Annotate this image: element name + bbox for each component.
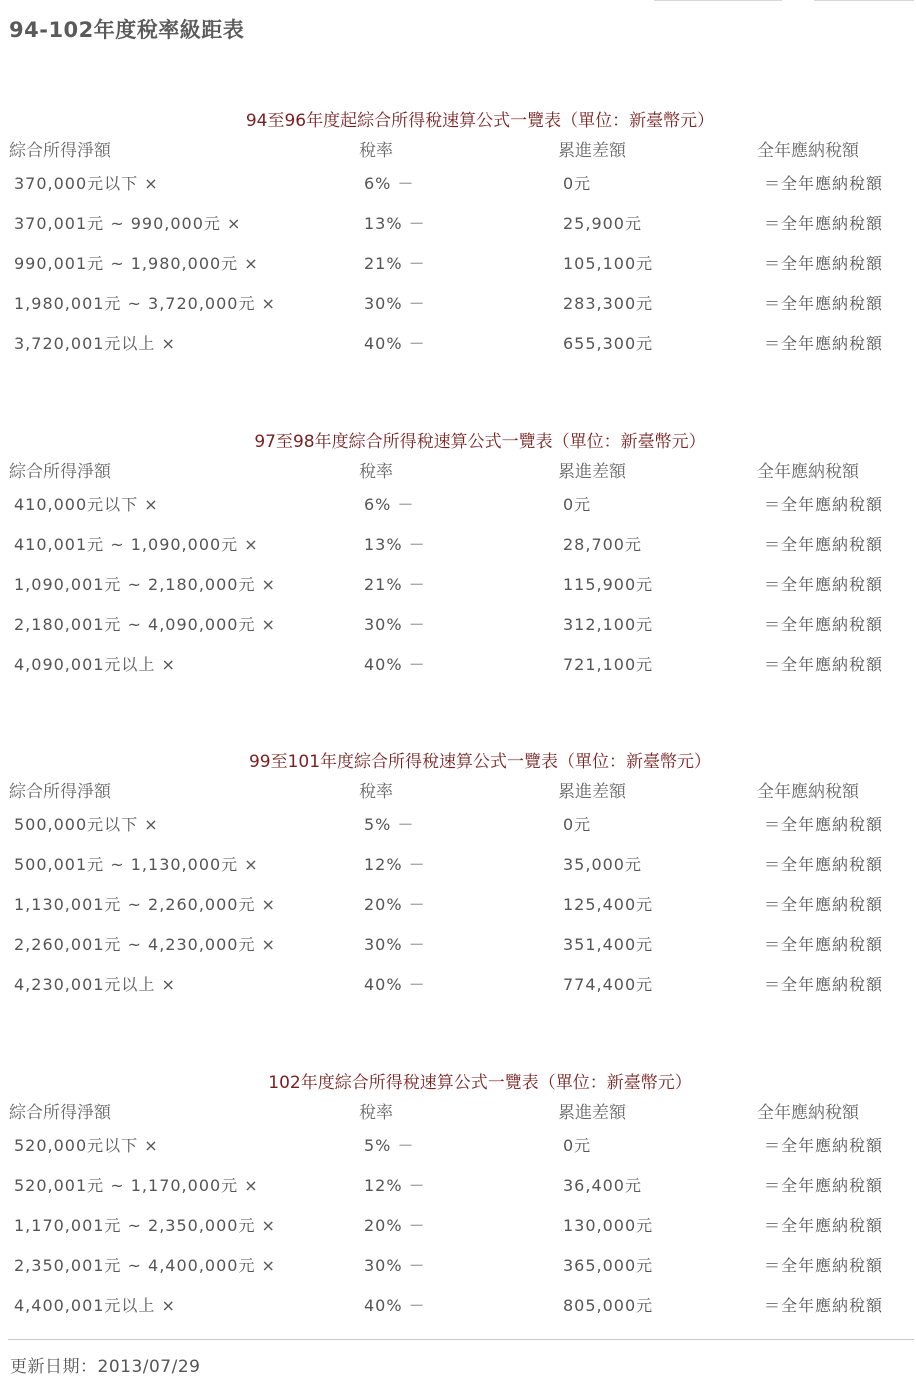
net-income-cell: 410,000元以下 × bbox=[14, 495, 159, 514]
net-income-cell: 4,090,001元以上 × bbox=[14, 655, 176, 674]
net-income-cell: 500,000元以下 × bbox=[14, 815, 159, 834]
net-income-cell: 2,260,001元 ~ 4,230,000元 × bbox=[14, 935, 276, 954]
progressive-difference-cell: 0元 bbox=[563, 174, 592, 193]
tax-rate-cell: 30% － bbox=[364, 615, 426, 634]
annual-tax-cell: ＝全年應納稅額 bbox=[764, 535, 884, 554]
column-header-net-income: 綜合所得淨額 bbox=[9, 782, 111, 802]
annual-tax-cell: ＝全年應納稅額 bbox=[764, 1216, 884, 1235]
annual-tax-cell: ＝全年應納稅額 bbox=[764, 1256, 884, 1275]
net-income-cell: 1,090,001元 ~ 2,180,000元 × bbox=[14, 575, 276, 594]
tax-rate-cell: 5% － bbox=[364, 1136, 415, 1155]
net-income-cell: 410,001元 ~ 1,090,000元 × bbox=[14, 535, 259, 554]
annual-tax-cell: ＝全年應納稅額 bbox=[764, 254, 884, 273]
progressive-difference-cell: 655,300元 bbox=[563, 334, 654, 353]
column-header-tax-rate: 稅率 bbox=[359, 782, 393, 802]
tax-rate-cell: 12% － bbox=[364, 1176, 426, 1195]
annual-tax-cell: ＝全年應納稅額 bbox=[764, 294, 884, 313]
tax-rate-cell: 40% － bbox=[364, 975, 426, 994]
progressive-difference-cell: 774,400元 bbox=[563, 975, 654, 994]
column-header-progressive-difference: 累進差額 bbox=[558, 782, 626, 802]
tax-rate-cell: 21% － bbox=[364, 575, 426, 594]
tax-rate-cell: 20% － bbox=[364, 895, 426, 914]
tax-rate-cell: 20% － bbox=[364, 1216, 426, 1235]
net-income-cell: 2,180,001元 ~ 4,090,000元 × bbox=[14, 615, 276, 634]
tax-rate-cell: 6% － bbox=[364, 495, 415, 514]
net-income-cell: 4,230,001元以上 × bbox=[14, 975, 176, 994]
column-header-progressive-difference: 累進差額 bbox=[558, 462, 626, 482]
progressive-difference-cell: 805,000元 bbox=[563, 1296, 654, 1315]
annual-tax-cell: ＝全年應納稅額 bbox=[764, 174, 884, 193]
column-header-annual-tax: 全年應納稅額 bbox=[757, 1103, 859, 1123]
top-tab-strip bbox=[0, 0, 916, 2]
tax-rate-cell: 12% － bbox=[364, 855, 426, 874]
tax-rate-cell: 40% － bbox=[364, 655, 426, 674]
column-header-annual-tax: 全年應納稅額 bbox=[757, 141, 859, 161]
column-header-annual-tax: 全年應納稅額 bbox=[757, 462, 859, 482]
update-date-label: 更新日期： bbox=[10, 1357, 98, 1377]
annual-tax-cell: ＝全年應納稅額 bbox=[764, 815, 884, 834]
table-caption: 102年度綜合所得稅速算公式一覽表（單位：新臺幣元） bbox=[268, 1073, 692, 1093]
net-income-cell: 990,001元 ~ 1,980,000元 × bbox=[14, 254, 259, 273]
top-tab-edge[interactable] bbox=[814, 0, 914, 1]
table-caption: 94至96年度起綜合所得稅速算公式一覽表（單位：新臺幣元） bbox=[245, 111, 715, 131]
net-income-cell: 3,720,001元以上 × bbox=[14, 334, 176, 353]
annual-tax-cell: ＝全年應納稅額 bbox=[764, 575, 884, 594]
tax-rate-cell: 6% － bbox=[364, 174, 415, 193]
tax-rate-cell: 30% － bbox=[364, 935, 426, 954]
tax-rate-cell: 13% － bbox=[364, 535, 426, 554]
net-income-cell: 2,350,001元 ~ 4,400,000元 × bbox=[14, 1256, 276, 1275]
annual-tax-cell: ＝全年應納稅額 bbox=[764, 935, 884, 954]
annual-tax-cell: ＝全年應納稅額 bbox=[764, 1176, 884, 1195]
tax-rate-cell: 40% － bbox=[364, 1296, 426, 1315]
update-date-line bbox=[10, 1352, 200, 1377]
column-header-tax-rate: 稅率 bbox=[359, 462, 393, 482]
net-income-cell: 370,000元以下 × bbox=[14, 174, 159, 193]
progressive-difference-cell: 283,300元 bbox=[563, 294, 654, 313]
column-header-tax-rate: 稅率 bbox=[359, 141, 393, 161]
progressive-difference-cell: 130,000元 bbox=[563, 1216, 654, 1235]
net-income-cell: 500,001元 ~ 1,130,000元 × bbox=[14, 855, 259, 874]
net-income-cell: 520,001元 ~ 1,170,000元 × bbox=[14, 1176, 259, 1195]
column-header-net-income: 綜合所得淨額 bbox=[9, 141, 111, 161]
progressive-difference-cell: 0元 bbox=[563, 815, 592, 834]
progressive-difference-cell: 28,700元 bbox=[563, 535, 642, 554]
progressive-difference-cell: 365,000元 bbox=[563, 1256, 654, 1275]
tax-rate-cell: 30% － bbox=[364, 1256, 426, 1275]
progressive-difference-cell: 35,000元 bbox=[563, 855, 642, 874]
column-header-progressive-difference: 累進差額 bbox=[558, 141, 626, 161]
annual-tax-cell: ＝全年應納稅額 bbox=[764, 975, 884, 994]
annual-tax-cell: ＝全年應納稅額 bbox=[764, 1296, 884, 1315]
annual-tax-cell: ＝全年應納稅額 bbox=[764, 615, 884, 634]
progressive-difference-cell: 0元 bbox=[563, 1136, 592, 1155]
progressive-difference-cell: 36,400元 bbox=[563, 1176, 642, 1195]
progressive-difference-cell: 105,100元 bbox=[563, 254, 654, 273]
net-income-cell: 520,000元以下 × bbox=[14, 1136, 159, 1155]
progressive-difference-cell: 25,900元 bbox=[563, 214, 642, 233]
column-header-net-income: 綜合所得淨額 bbox=[9, 1103, 111, 1123]
tax-rate-cell: 13% － bbox=[364, 214, 426, 233]
annual-tax-cell: ＝全年應納稅額 bbox=[764, 214, 884, 233]
progressive-difference-cell: 0元 bbox=[563, 495, 592, 514]
column-header-progressive-difference: 累進差額 bbox=[558, 1103, 626, 1123]
annual-tax-cell: ＝全年應納稅額 bbox=[764, 1136, 884, 1155]
progressive-difference-cell: 351,400元 bbox=[563, 935, 654, 954]
progressive-difference-cell: 721,100元 bbox=[563, 655, 654, 674]
column-header-net-income: 綜合所得淨額 bbox=[9, 462, 111, 482]
progressive-difference-cell: 115,900元 bbox=[563, 575, 654, 594]
table-caption: 99至101年度綜合所得稅速算公式一覽表（單位：新臺幣元） bbox=[248, 752, 712, 772]
column-header-tax-rate: 稅率 bbox=[359, 1103, 393, 1123]
annual-tax-cell: ＝全年應納稅額 bbox=[764, 495, 884, 514]
tax-rate-cell: 21% － bbox=[364, 254, 426, 273]
net-income-cell: 1,980,001元 ~ 3,720,000元 × bbox=[14, 294, 276, 313]
annual-tax-cell: ＝全年應納稅額 bbox=[764, 895, 884, 914]
tax-rate-cell: 30% － bbox=[364, 294, 426, 313]
annual-tax-cell: ＝全年應納稅額 bbox=[764, 334, 884, 353]
annual-tax-cell: ＝全年應納稅額 bbox=[764, 855, 884, 874]
update-date-value: 2013/07/29 bbox=[97, 1357, 201, 1377]
footer-divider bbox=[8, 1339, 914, 1340]
tax-rate-cell: 5% － bbox=[364, 815, 415, 834]
tax-rate-cell: 40% － bbox=[364, 334, 426, 353]
net-income-cell: 370,001元 ~ 990,000元 × bbox=[14, 214, 242, 233]
column-header-annual-tax: 全年應納稅額 bbox=[757, 782, 859, 802]
progressive-difference-cell: 312,100元 bbox=[563, 615, 654, 634]
net-income-cell: 1,130,001元 ~ 2,260,000元 × bbox=[14, 895, 276, 914]
progressive-difference-cell: 125,400元 bbox=[563, 895, 654, 914]
net-income-cell: 4,400,001元以上 × bbox=[14, 1296, 176, 1315]
top-tab-edge[interactable] bbox=[654, 0, 782, 1]
table-caption: 97至98年度綜合所得稅速算公式一覽表（單位：新臺幣元） bbox=[254, 432, 706, 452]
page-title: 94-102年度稅率級距表 bbox=[9, 18, 245, 42]
net-income-cell: 1,170,001元 ~ 2,350,000元 × bbox=[14, 1216, 276, 1235]
annual-tax-cell: ＝全年應納稅額 bbox=[764, 655, 884, 674]
